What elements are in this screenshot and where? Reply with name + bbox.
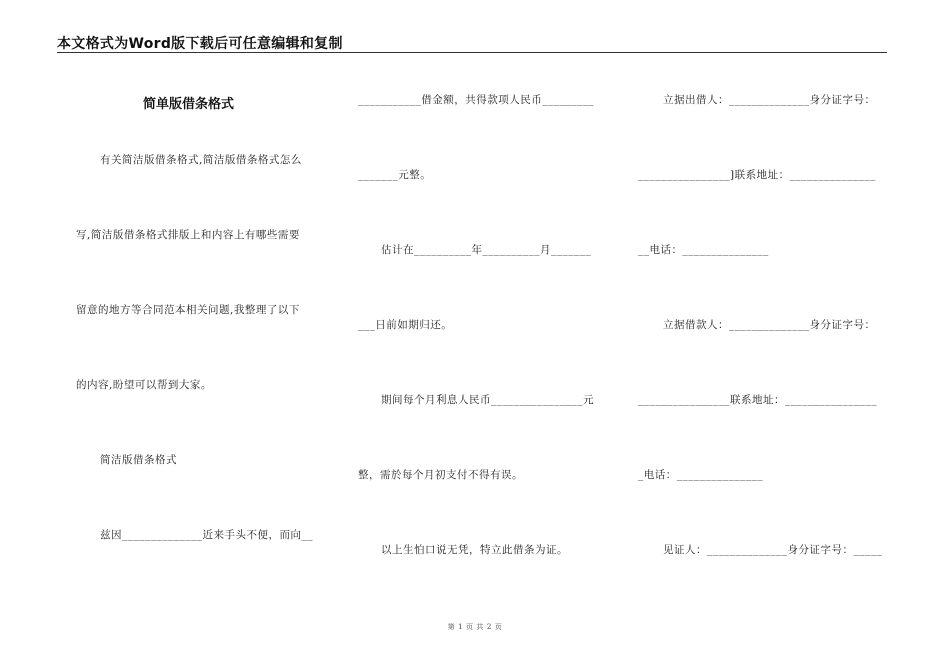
col2-line-7: 以上生怕口说无凭，特立此借条为证。 — [381, 544, 568, 556]
document-title: 简单版借条格式 — [143, 97, 235, 112]
document-header: 本文格式为Word版下载后可任意编辑和复制 — [57, 36, 343, 52]
col2-line-3: 估计在__________年__________月_______ — [381, 244, 592, 256]
col2-line-4: ___日前如期归还。 — [358, 319, 453, 331]
col1-line-6: 兹因______________近来手头不便，而向__ — [100, 529, 313, 541]
section-heading: 简洁版借条格式 — [100, 454, 177, 466]
col1-line-4: 的内容,盼望可以帮到大家。 — [76, 379, 212, 391]
header-rule — [57, 52, 887, 53]
col3-line-1: 立据出借人：______________身分证字号： — [663, 94, 876, 106]
col3-line-6: _电话：_______________ — [638, 469, 763, 481]
col1-line-2: 写,简洁版借条格式排版上和内容上有哪些需要 — [76, 229, 300, 241]
col3-line-7: 见证人：______________身分证字号：_____ — [663, 544, 883, 556]
col2-line-6: 整，需於每个月初支付不得有误。 — [358, 469, 523, 481]
col1-line-3: 留意的地方等合同范本相关问题,我整理了以下 — [76, 304, 300, 316]
col1-line-1: 有关简洁版借条格式,简洁版借条格式怎么 — [100, 154, 302, 166]
col3-line-2: ________________]联系地址：_______________ — [638, 169, 876, 181]
col2-line-2: _______元整。 — [358, 169, 432, 181]
col3-line-4: 立据借款人：______________身分证字号： — [663, 319, 876, 331]
col2-line-5: 期间每个月利息人民币________________元 — [381, 394, 594, 406]
page-number: 第 1 页 共 2 页 — [447, 623, 503, 631]
col2-line-1: ___________借金额，共得款项人民币_________ — [358, 94, 594, 106]
col3-line-5: ________________联系地址：________________ — [638, 394, 877, 406]
col3-line-3: __电话：_______________ — [638, 244, 769, 256]
